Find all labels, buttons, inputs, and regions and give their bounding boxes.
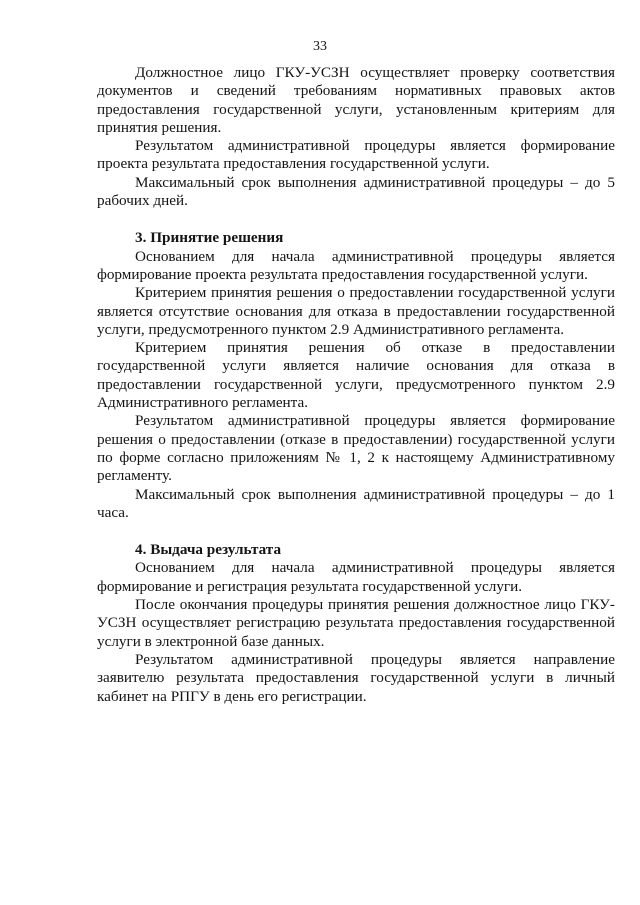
section-spacer [97, 522, 615, 541]
section-spacer [97, 210, 615, 229]
paragraph: Результатом административной процедуры является формирование решения о предоставлении (отказе в предоставлении) государственной услуги по форме согласно приложениям № 1, 2 к настоящему Административному регламенту. [97, 412, 615, 485]
document-body [97, 64, 615, 706]
section-heading: 3. Принятие решения [135, 229, 284, 247]
page-number: 33 [313, 39, 327, 54]
paragraph: Критерием принятия решения о предоставлении государственной услуги является отсутствие основания для отказа в предоставлении государственной услуги, предусмотренного пунктом 2.9 Административного регламента. [97, 284, 615, 338]
paragraph: Результатом административной процедуры является формирование проекта результата предоставления государственной услуги. [97, 137, 615, 173]
paragraph: Должностное лицо ГКУ-УСЗН осуществляет проверку соответствия документов и сведений требованиям нормативных правовых актов предоставления государственной услуги, установленным критериям для принятия решения. [97, 64, 615, 136]
paragraph: Максимальный срок выполнения административной процедуры – до 1 часа. [97, 485, 615, 521]
paragraph: Результатом административной процедуры является направление заявителю результата предоставления государственной услуги в личный кабинет на РПГУ в день его регистрации. [97, 650, 615, 705]
paragraph: После окончания процедуры принятия решения должностное лицо ГКУ-УСЗН осуществляет регистрацию результата предоставления государственной услуги в электронной базе данных. [97, 596, 615, 650]
paragraph: Основанием для начала административной процедуры является формирование и регистрация результата государственной услуги. [97, 559, 615, 595]
section-heading: 4. Выдача результата [135, 541, 282, 559]
paragraph: Основанием для начала административной процедуры является формирование проекта результата предоставления государственной услуги. [97, 247, 615, 283]
paragraph: Критерием принятия решения об отказе в предоставлении государственной услуги является наличие основания для отказа в предоставлении государственной услуги, предусмотренного пунктом 2.9 Административного регламента. [97, 339, 615, 412]
paragraph: Максимальный срок выполнения административной процедуры – до 5 рабочих дней. [97, 173, 615, 210]
